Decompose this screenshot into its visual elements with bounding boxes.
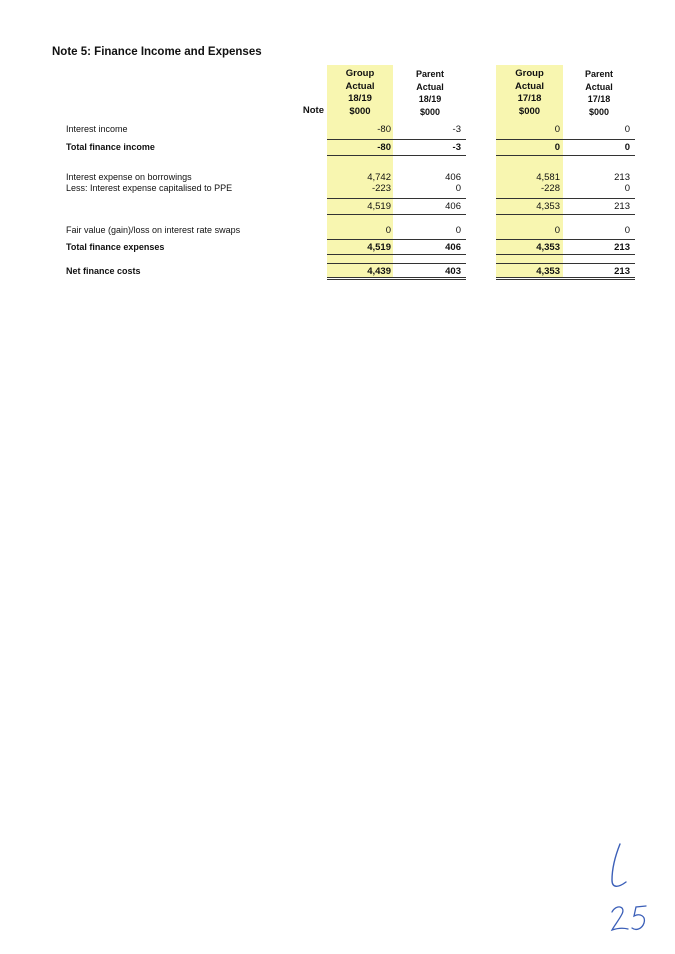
row-label-capitalised-to-ppe: Less: Interest expense capitalised to PPE — [66, 183, 233, 193]
col-header-line2: Actual — [345, 80, 375, 92]
rule — [327, 263, 466, 264]
rule — [327, 214, 466, 215]
rule — [496, 263, 635, 264]
col-header-line1: Parent — [415, 69, 444, 79]
col-header-group-1819 — [327, 68, 393, 118]
rule — [327, 254, 466, 255]
row-label-fair-value-swaps: Fair value (gain)/loss on interest rate swaps — [66, 225, 241, 235]
page-title: Note 5: Finance Income and Expenses — [52, 46, 262, 58]
double-rule — [327, 277, 466, 280]
cell-value: 0 — [554, 124, 560, 135]
cell-value: 213 — [614, 201, 630, 212]
cell-value: -80 — [377, 142, 391, 153]
rule — [327, 239, 466, 240]
cell-value: -80 — [377, 124, 391, 135]
cell-value: 0 — [624, 225, 630, 236]
cell-value: 0 — [624, 183, 630, 194]
cell-value: 0 — [624, 142, 630, 153]
cell-value: 0 — [455, 225, 461, 236]
cell-value: 4,353 — [536, 266, 560, 277]
col-header-parent-1819 — [397, 68, 463, 118]
col-header-line3: 17/18 — [517, 93, 542, 104]
rule — [496, 198, 635, 199]
cell-value: 4,519 — [367, 242, 391, 253]
cell-value: 0 — [455, 183, 461, 194]
col-header-line4: $000 — [419, 106, 441, 117]
cell-value: -223 — [371, 183, 391, 194]
cell-value: 403 — [445, 266, 461, 277]
cell-value: 4,581 — [536, 172, 560, 183]
col-header-line3: 18/19 — [418, 94, 442, 104]
row-label-interest-income: Interest income — [66, 124, 128, 134]
row-label-net-finance-costs: Net finance costs — [66, 266, 141, 276]
cell-value: 4,353 — [536, 242, 560, 253]
col-header-line1: Group — [345, 68, 375, 79]
rule — [327, 139, 466, 140]
rule — [496, 214, 635, 215]
double-rule — [496, 277, 635, 280]
cell-value: 4,519 — [367, 201, 391, 212]
cell-value: 406 — [445, 242, 461, 253]
cell-value: 213 — [614, 172, 630, 183]
cell-value: -3 — [452, 142, 461, 153]
col-header-line4: $000 — [518, 105, 541, 117]
rule — [496, 139, 635, 140]
col-header-line1: Parent — [584, 69, 613, 79]
cell-value: 4,439 — [367, 266, 391, 277]
col-header-parent-1718 — [566, 68, 632, 118]
cell-value: 4,353 — [536, 201, 560, 212]
row-label-interest-expense: Interest expense on borrowings — [66, 172, 192, 182]
page-number — [608, 898, 652, 938]
rule — [496, 254, 635, 255]
col-header-line2: Actual — [416, 81, 444, 92]
cell-value: 4,742 — [367, 172, 391, 183]
cell-value: 0 — [554, 225, 560, 236]
cell-value: 406 — [445, 201, 461, 212]
col-header-line2: Actual — [514, 80, 545, 92]
col-header-group-1718 — [496, 68, 563, 118]
col-header-line1: Group — [515, 68, 544, 79]
note-header: Note — [302, 105, 324, 116]
col-header-line4: $000 — [349, 105, 371, 117]
rule — [327, 155, 466, 156]
rule — [496, 155, 635, 156]
cell-value: 213 — [614, 266, 630, 277]
row-label-total-finance-income: Total finance income — [66, 142, 155, 152]
col-header-line4: $000 — [588, 106, 610, 117]
cell-value: 0 — [624, 124, 630, 135]
row-label-total-finance-expenses: Total finance expenses — [66, 242, 165, 252]
cell-value: -228 — [540, 183, 560, 194]
handwritten-initial — [604, 842, 632, 892]
col-header-line3: 17/18 — [587, 94, 611, 104]
rule — [496, 239, 635, 240]
rule — [327, 198, 466, 199]
cell-value: 213 — [614, 242, 630, 253]
cell-value: 0 — [554, 142, 560, 153]
page-number-handwriting — [608, 898, 652, 938]
cell-value: -3 — [452, 124, 461, 135]
col-header-line2: Actual — [585, 81, 613, 92]
cell-value: 0 — [385, 225, 391, 236]
cell-value: 406 — [445, 172, 461, 183]
col-header-line3: 18/19 — [348, 93, 372, 104]
